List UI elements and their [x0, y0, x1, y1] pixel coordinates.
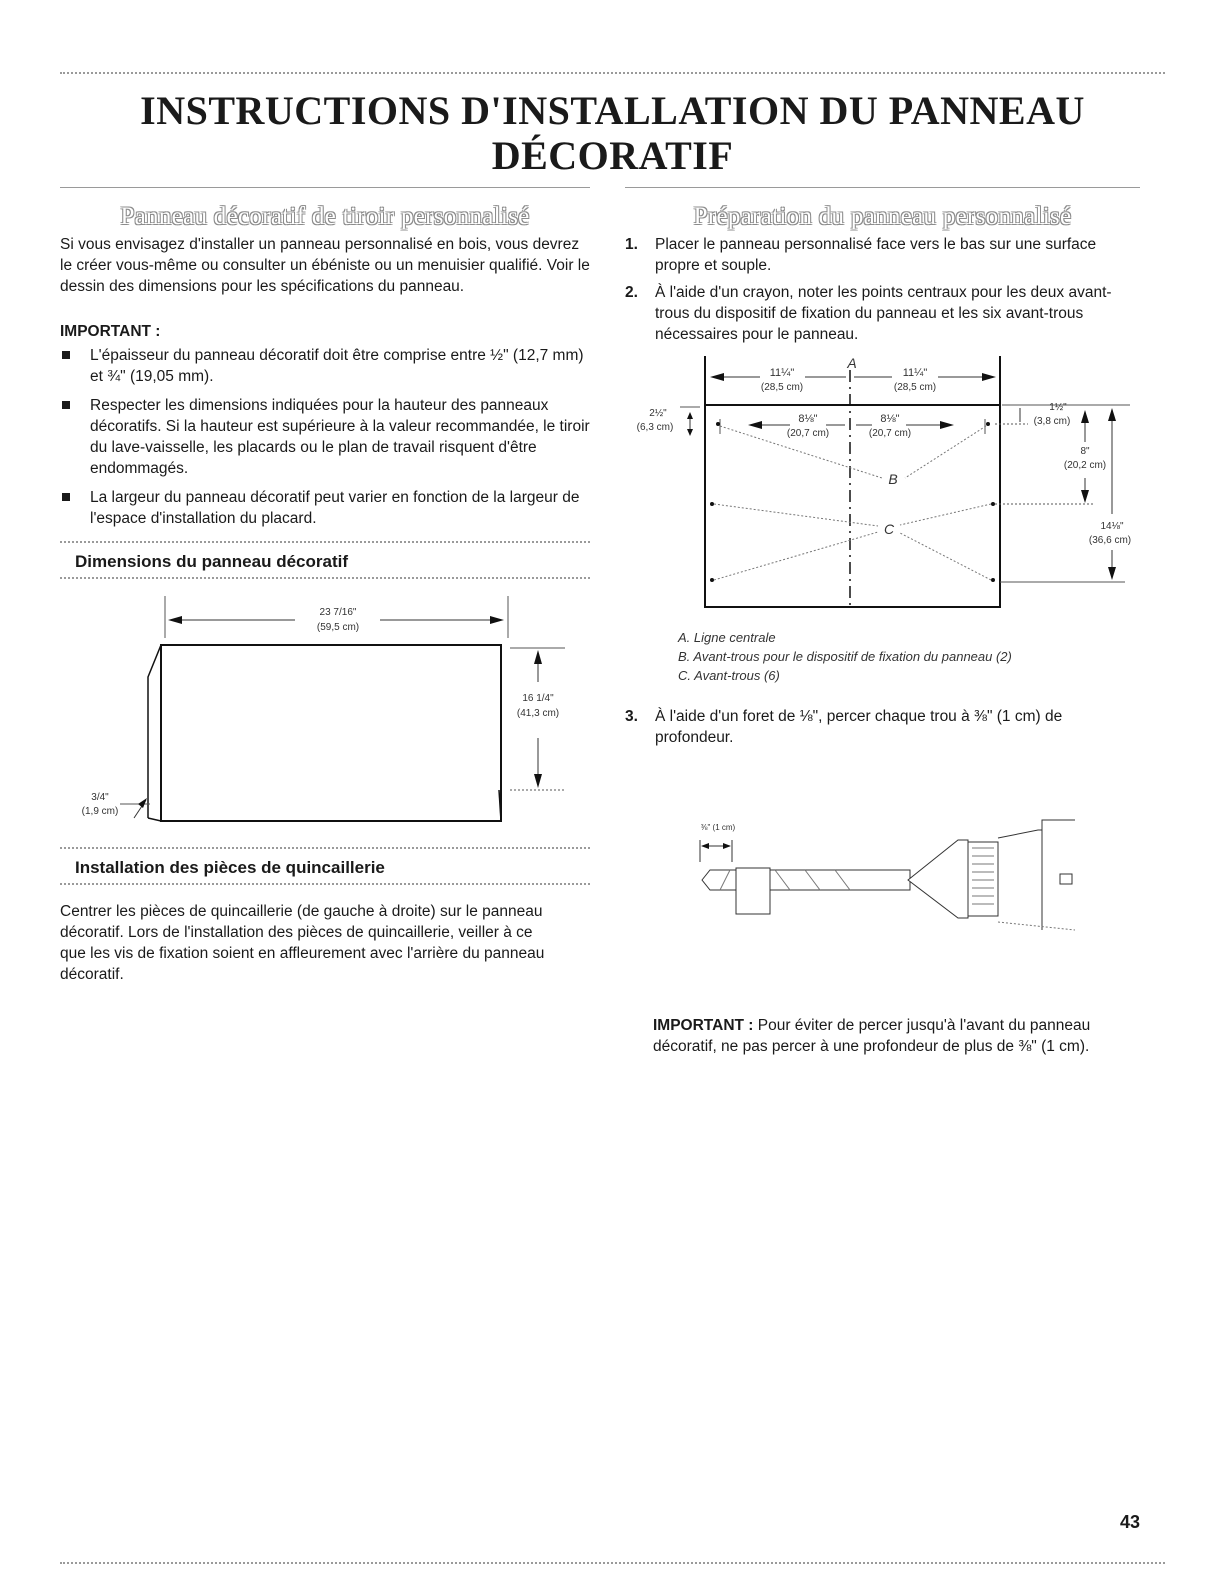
dim-height-cm: (41,3 cm): [516, 708, 560, 719]
top-offset-cm: (3,8 cm): [1033, 416, 1071, 427]
pilot-hole-c: [710, 502, 714, 506]
diagram-captions: [678, 628, 1012, 685]
mid-height-cm: (20,2 cm): [1063, 460, 1107, 471]
step-item: [625, 282, 1137, 345]
panel-back-outline: [148, 645, 161, 818]
title-line-1: INSTRUCTIONS D'INSTALLATION DU PANNEAU: [140, 88, 1085, 133]
drill-body: [998, 820, 1075, 838]
label-c: C: [883, 521, 895, 537]
pilot-hole-layout-diagram: [600, 352, 1140, 614]
step-number: 2.: [625, 284, 638, 301]
important-label: IMPORTANT :: [60, 323, 161, 340]
right-column-rule: [625, 187, 1140, 188]
hardware-rule-top: [60, 847, 590, 849]
dimensions-rule-top: [60, 541, 590, 543]
bullet-square-icon: [62, 351, 70, 359]
drill-depth-label: ⅜" (1 cm): [700, 823, 736, 832]
inner-width-right-inch: 8⅛": [880, 413, 900, 425]
important-bullet-list: [60, 345, 590, 537]
bullet-square-icon: [62, 493, 70, 501]
full-height-inch: 14⅛": [1100, 521, 1124, 532]
dim-width-inch: 23 7/16": [319, 607, 357, 618]
bullet-item: L'épaisseur du panneau décoratif doit être comprise entre ½" (12,7 mm) et ¾" (19,05 mm).: [60, 345, 590, 387]
page-number: 43: [1119, 1512, 1140, 1532]
bullet-item: Respecter les dimensions indiquées pour la hauteur des panneaux décoratifs. Si la hauteur est supérieure à la valeur recommandée, le tiroir du lave-vaisselle, les placards ou le plan de travail risquent d'être endommagés.: [60, 395, 590, 479]
left-section-heading: Panneau décoratif de tiroir personnalisé: [120, 203, 530, 230]
dim-depth-inch: 3/4": [91, 792, 109, 803]
bullet-square-icon: [62, 401, 70, 409]
top-offset-inch: 1½": [1049, 402, 1067, 413]
mid-height-inch: 8": [1080, 446, 1090, 457]
drill-bit-illustration: [680, 812, 1080, 934]
right-section-heading: Préparation du panneau personnalisé: [693, 203, 1072, 230]
hardware-heading: Installation des pièces de quincaillerie: [75, 858, 385, 877]
inner-width-left-inch: 8⅛": [798, 413, 818, 425]
panel-outline: [705, 405, 1000, 607]
step-text: À l'aide d'un crayon, noter les points centraux pour les deux avant-trous du dispositif de fixation du panneau et les six avant-trous nécessaires pour le panneau.: [655, 284, 1112, 343]
step-text: À l'aide d'un foret de ⅛", percer chaque trou à ⅜" (1 cm) de profondeur.: [655, 708, 1063, 746]
page-title: [60, 88, 1165, 178]
panel-front-rect: [161, 645, 501, 821]
step-item: [625, 234, 1137, 276]
dim-height-inch: 16 1/4": [522, 693, 554, 704]
pilot-hole-c: [991, 578, 995, 582]
panel-dimensions-diagram: [60, 590, 590, 835]
preparation-steps: [625, 234, 1137, 351]
title-line-2: DÉCORATIF: [491, 133, 734, 178]
dimensions-rule-bottom: [60, 577, 590, 579]
important-note: [653, 1015, 1113, 1057]
caption-c: C. Avant-trous (6): [678, 668, 780, 683]
bullet-item: La largeur du panneau décoratif peut varier en fonction de la largeur de l'espace d'installation du placard.: [60, 487, 590, 529]
pilot-hole-b: [986, 422, 990, 426]
caption-b: B. Avant-trous pour le dispositif de fixation du panneau (2): [678, 649, 1012, 664]
half-width-right-inch: 11¼": [902, 367, 928, 379]
left-intro-paragraph: Si vous envisagez d'installer un panneau personnalisé en bois, vous devrez le créer vous-même ou consulter un ébéniste ou un menuisier qualifié. Voir le dessin des dimensions pour les spécifications du panneau.: [60, 236, 590, 295]
inner-width-left-cm: (20,7 cm): [786, 428, 830, 439]
step-number: 1.: [625, 236, 638, 253]
full-height-cm: (36,6 cm): [1088, 535, 1132, 546]
hardware-rule-bottom: [60, 883, 590, 885]
drill-chuck: [908, 840, 968, 918]
label-a: A: [847, 355, 857, 371]
left-offset-cm: (6,3 cm): [636, 422, 674, 433]
dim-depth-cm: (1,9 cm): [81, 806, 119, 817]
pilot-hole-c: [991, 502, 995, 506]
step-3: [625, 706, 1137, 748]
half-width-left-cm: (28,5 cm): [760, 382, 804, 393]
label-b: B: [888, 471, 898, 487]
step-number: 3.: [625, 708, 638, 725]
pilot-hole-b: [716, 422, 720, 426]
left-offset-inch: 2½": [649, 408, 667, 419]
important-note-text: Pour éviter de percer jusqu'à l'avant du panneau décoratif, ne pas percer à une profondeur de plus de ⅜" (1 cm).: [653, 1017, 1091, 1055]
bottom-rule: [60, 1562, 1165, 1564]
important-note-label: IMPORTANT :: [653, 1017, 754, 1034]
half-width-right-cm: (28,5 cm): [893, 382, 937, 393]
step-text: Placer le panneau personnalisé face vers le bas sur une surface propre et souple.: [655, 236, 1097, 274]
caption-a: A. Ligne centrale: [678, 630, 776, 645]
inner-width-right-cm: (20,7 cm): [868, 428, 912, 439]
half-width-left-inch: 11¼": [769, 367, 795, 379]
drill-bit-tip: [702, 870, 910, 890]
dim-width-cm: (59,5 cm): [316, 622, 360, 633]
pilot-hole-c: [710, 578, 714, 582]
left-column-rule: [60, 187, 590, 188]
depth-stop-collar: [736, 868, 770, 914]
dimensions-heading: Dimensions du panneau décoratif: [75, 552, 348, 571]
hardware-paragraph: Centrer les pièces de quincaillerie (de gauche à droite) sur le panneau décoratif. Lors de l'installation des pièces de quincaillerie, veiller à ce que les vis de fixation soient en affleurement avec l'arrière du panneau décoratif.: [60, 903, 545, 983]
top-rule: [60, 72, 1165, 74]
